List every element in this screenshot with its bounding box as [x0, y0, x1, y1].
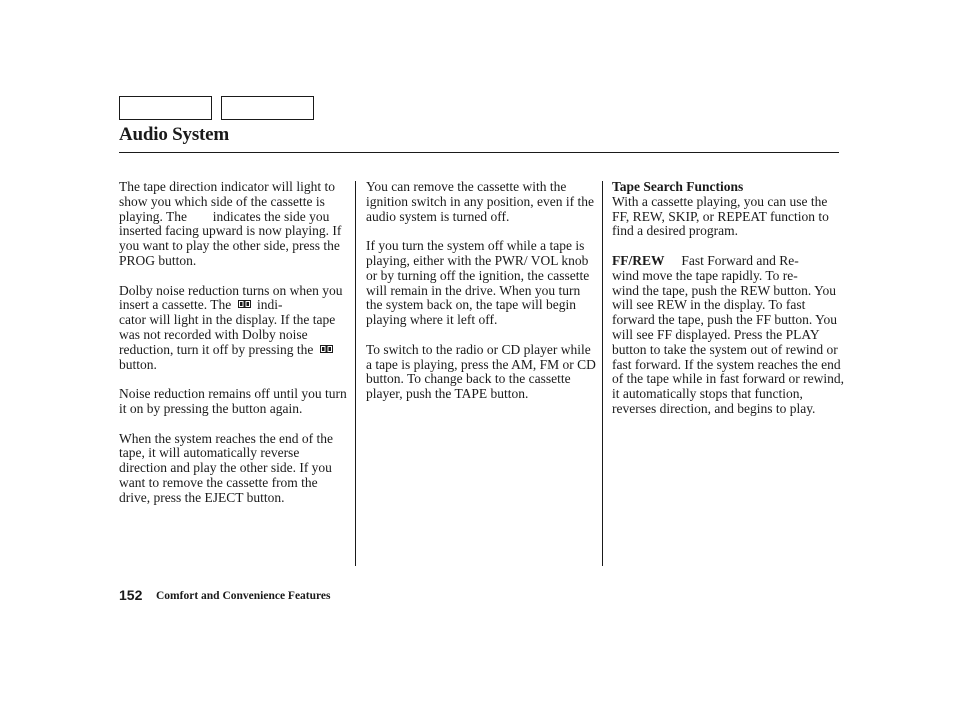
column-right	[612, 180, 848, 432]
paragraph-tape-search	[612, 180, 848, 239]
text: button.	[119, 356, 157, 372]
paragraph-ff-rew	[612, 254, 848, 417]
text: Dolby noise reduction turns on when you insert a cassette. The	[119, 282, 343, 313]
column-divider-2	[602, 181, 603, 566]
dolby-icon	[238, 300, 251, 308]
text: With a cassette playing, you can use the FF, REW, SKIP, or REPEAT function to find a desired program.	[612, 193, 829, 239]
section-footer: Comfort and Convenience Features	[156, 590, 331, 602]
page-title: Audio System	[119, 124, 230, 145]
header-tab-box-right	[221, 96, 314, 120]
paragraph-system-off: If you turn the system off while a tape is playing, either with the PWR/ VOL knob or by turning off the ignition, the cassette will remain in the drive. When you turn the system back on, the tape will begin playing where it left off.	[366, 238, 590, 328]
column-divider-1	[355, 181, 356, 566]
page-number: 152	[119, 587, 143, 603]
dolby-icon	[320, 345, 333, 353]
text: Fast Forward and Re- wind move the tape rapidly. To re- wind the tape, push the REW button. You will see REW in the display. To fast forward the tape, push the FF button. You will see FF displayed. Press the PLAY button to take the system out of rewind or fast forward. If the system reaches the end of the tape while in fast forward or rewind, it automatically stops that function, reverses direction, and begins to play.	[612, 252, 845, 416]
title-rule	[119, 152, 839, 153]
paragraph-remove-cassette: You can remove the cassette with the ignition switch in any position, even if the audio system is turned off.	[366, 179, 594, 224]
text: indicates the side you inserted facing upward is now playing. If you want to play the other side, press the PROG button.	[119, 208, 342, 268]
paragraph-switch-source: To switch to the radio or CD player while a tape is playing, press the AM, FM or CD button. To change back to the cassette player, push the TAPE button.	[366, 341, 596, 402]
section-heading: Tape Search Functions	[612, 179, 744, 194]
paragraph-auto-reverse: When the system reaches the end of the tape, it will automatically reverse direction and play the other side. If you want to remove the cassette from the drive, press the EJECT button.	[119, 430, 334, 505]
text: indi- cator will light in the display. If the tape was not recorded with Dolby noise reduction, turn it off by pressing the	[119, 297, 336, 357]
paragraph-direction-indicator	[119, 180, 349, 269]
paragraph-dolby	[119, 284, 349, 373]
paragraph-noise-reduction: Noise reduction remains off until you turn it on by pressing the button again.	[119, 386, 347, 416]
header-tab-box-left	[119, 96, 212, 120]
text: The tape direction indicator will light to show you which side of the cassette is playing. The	[119, 179, 335, 224]
tape-direction-icon	[193, 212, 206, 220]
ff-rew-label: FF/REW	[612, 252, 665, 268]
column-left	[119, 180, 349, 520]
column-middle	[366, 180, 598, 417]
